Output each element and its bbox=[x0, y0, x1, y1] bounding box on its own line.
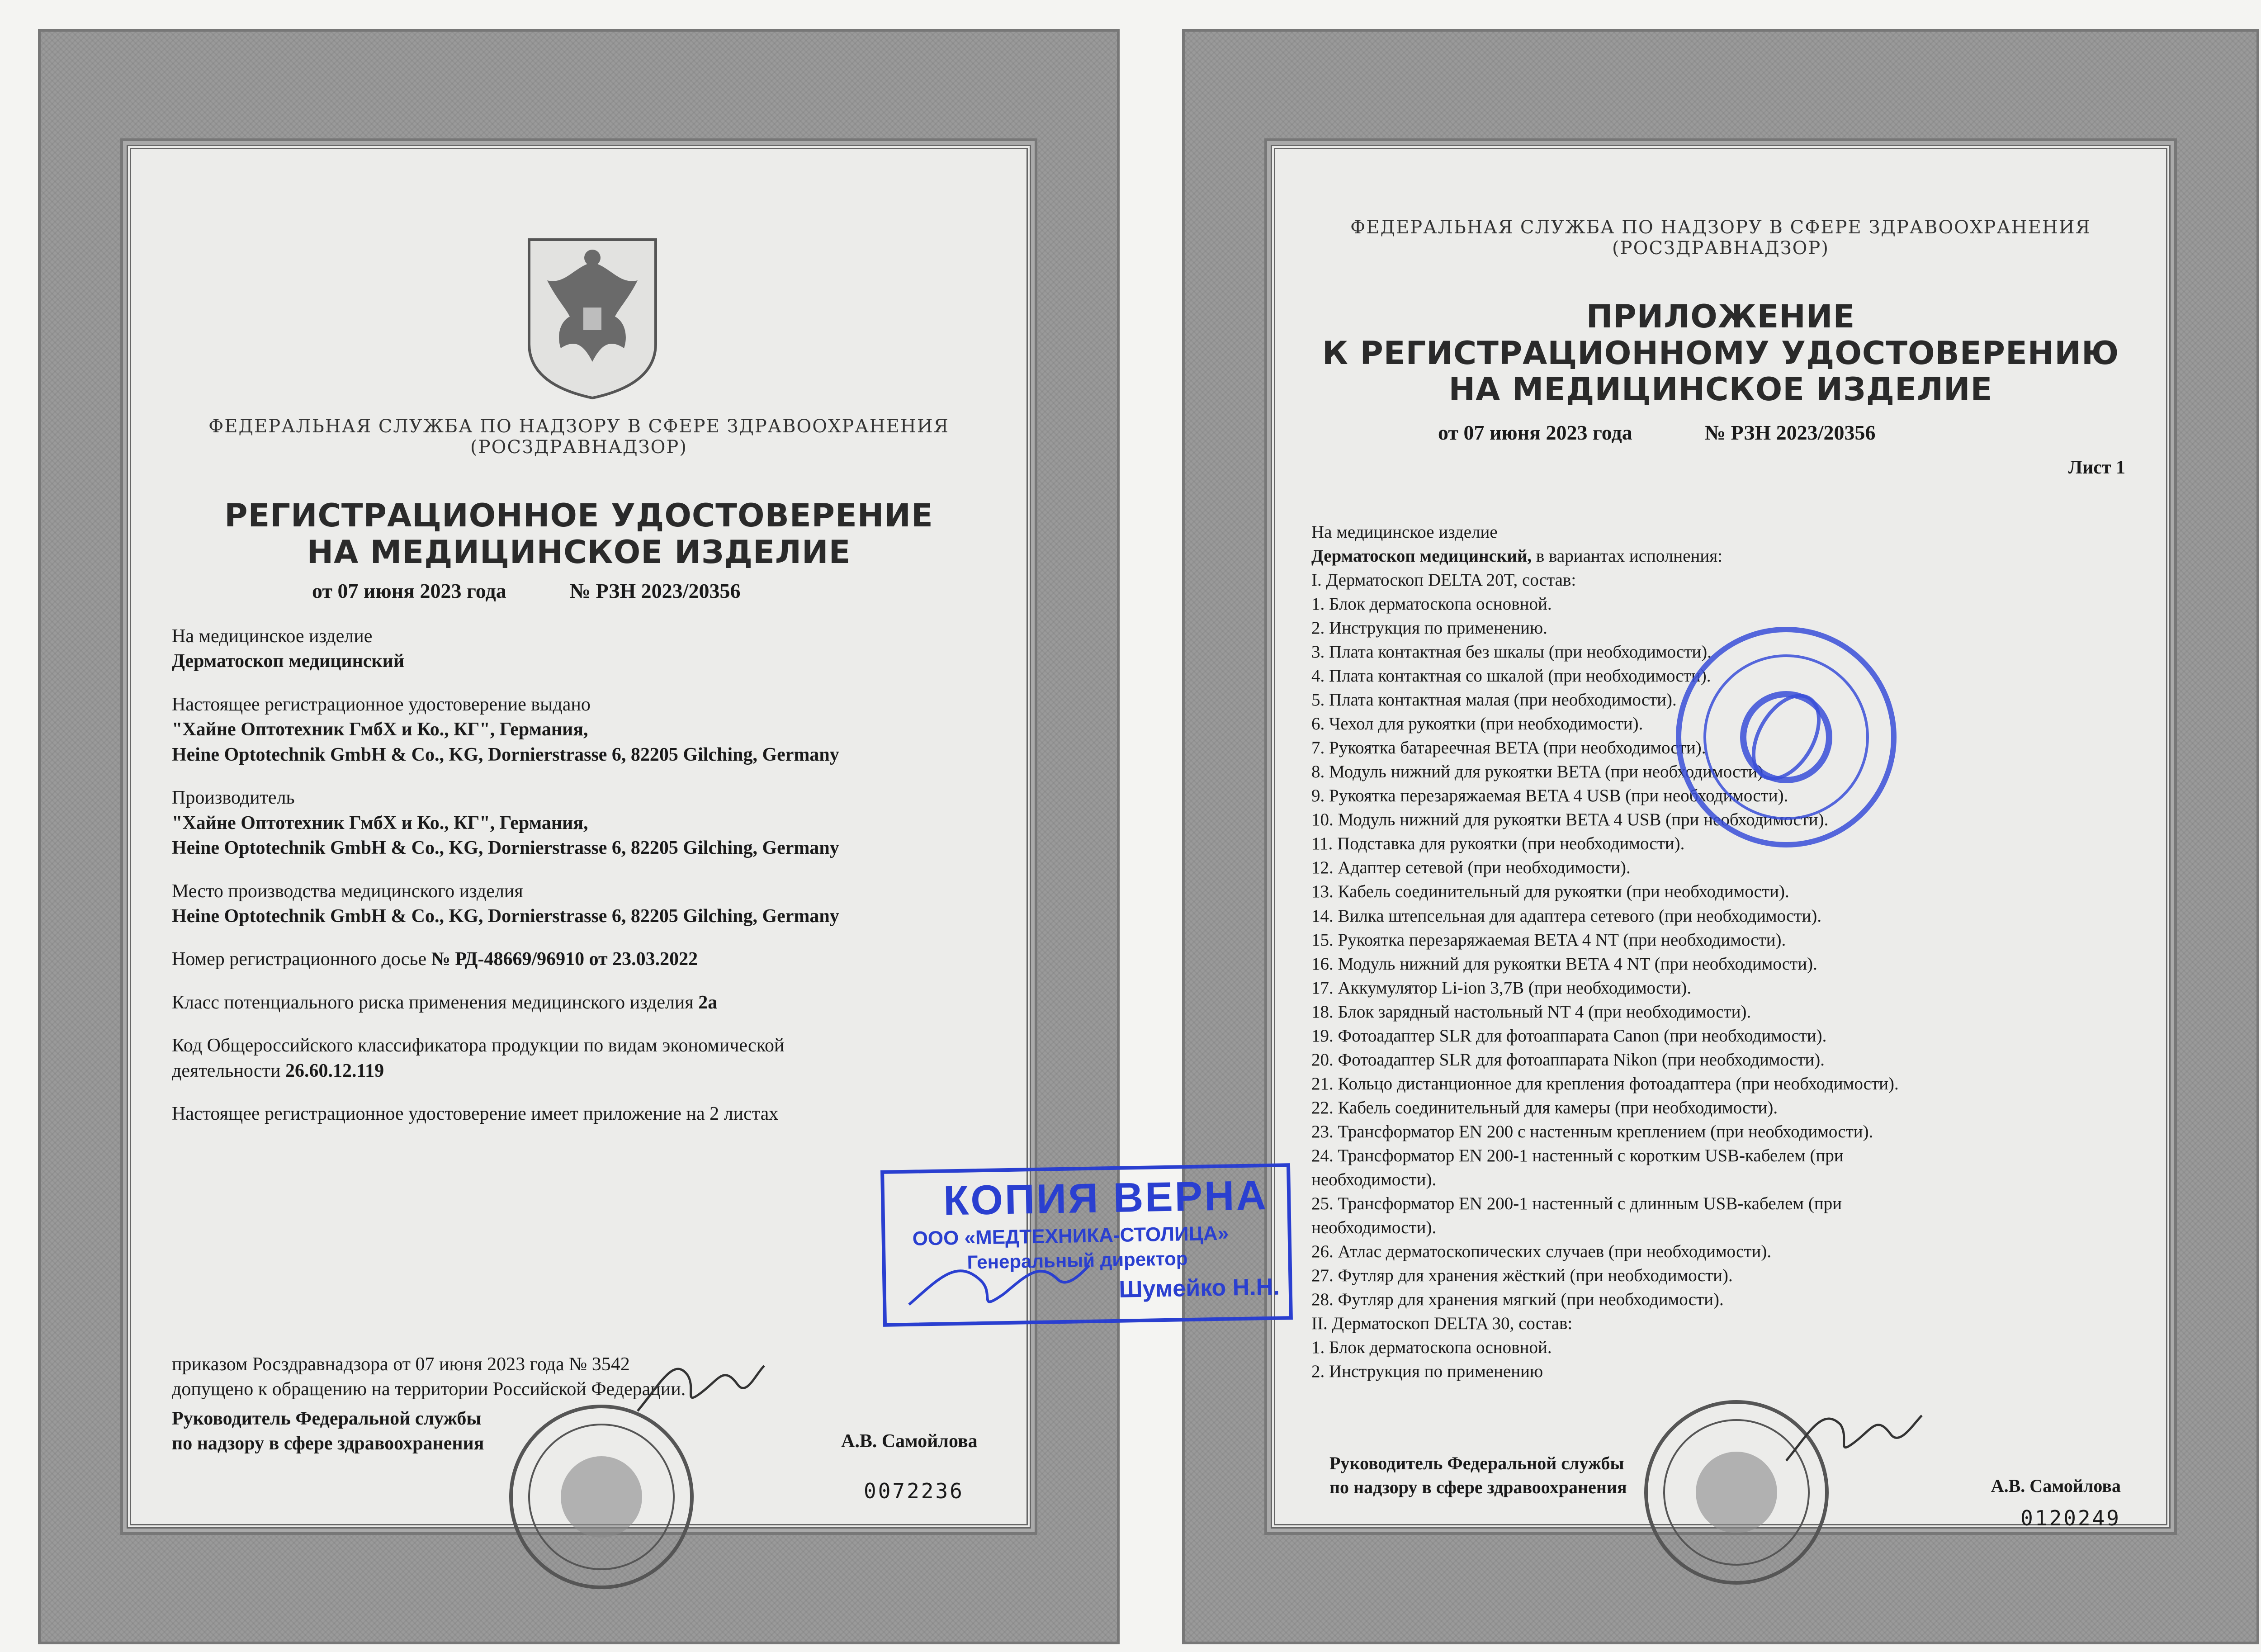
stamp-position: Генеральный директор bbox=[967, 1248, 1188, 1273]
dossier-label: Номер регистрационного досье bbox=[172, 949, 427, 970]
component-item: 11. Подставка для рукоятки (при необходимости). bbox=[1311, 834, 1685, 854]
component-item: 6. Чехол для рукоятки (при необходимости). bbox=[1311, 714, 1643, 734]
agency-abbr: (РОСЗДРАВНАДЗОР) bbox=[470, 437, 687, 458]
component-item: 18. Блок зарядный настольный NT 4 (при необходимости). bbox=[1311, 1002, 1751, 1022]
title-line-1: РЕГИСТРАЦИОННОЕ УДОСТОВЕРЕНИЕ bbox=[224, 497, 933, 534]
agency-header bbox=[131, 416, 1026, 458]
order-line-1: приказом Росздравнадзора от 07 июня 2023 года № 3542 bbox=[172, 1354, 630, 1375]
component-item: 2. Инструкция по применению bbox=[1311, 1362, 1543, 1382]
component-item: 17. Аккумулятор Li-ion 3,7В (при необходимости). bbox=[1311, 978, 1692, 998]
appendix-note: Настоящее регистрационное удостоверение имеет приложение на 2 листах bbox=[172, 1103, 779, 1125]
component-item: необходимости). bbox=[1311, 1169, 1437, 1189]
component-item: 12. Адаптер сетевой (при необходимости). bbox=[1311, 858, 1631, 878]
component-item: 9. Рукоятка перезаряжаемая BETA 4 USB (при необходимости). bbox=[1311, 786, 1788, 806]
device-suffix: в вариантах исполнения: bbox=[1532, 546, 1723, 566]
device-name: Дерматоскоп медицинский, bbox=[1311, 546, 1532, 566]
component-item: 21. Кольцо дистанционное для крепления фотоадаптера (при необходимости). bbox=[1311, 1074, 1899, 1093]
signatory-block bbox=[1329, 1452, 1627, 1500]
component-item: 13. Кабель соединительный для рукоятки (при необходимости). bbox=[1311, 882, 1789, 902]
issued-holder-en: Heine Optotechnik GmbH & Co., KG, Dornierstrasse 6, 82205 Gilching, Germany bbox=[172, 744, 839, 765]
component-item: необходимости). bbox=[1311, 1217, 1437, 1237]
agency-header bbox=[1275, 217, 2166, 259]
registration-number: № РЗН 2023/20356 bbox=[1704, 421, 1876, 444]
signatory-title-2: по надзору в сфере здравоохранения bbox=[1329, 1477, 1627, 1497]
risk-label: Класс потенциального риска применения медицинского изделия bbox=[172, 992, 694, 1013]
manufacturer-section bbox=[172, 786, 999, 861]
coat-of-arms-icon bbox=[520, 231, 665, 402]
signatory-title-1: Руководитель Федеральной службы bbox=[172, 1408, 482, 1429]
title-line-1: ПРИЛОЖЕНИЕ bbox=[1586, 298, 1855, 335]
okpd-label-2: деятельности bbox=[172, 1060, 281, 1081]
round-seal-icon bbox=[506, 1402, 696, 1592]
round-seal-icon bbox=[1673, 624, 1899, 850]
component-item: 5. Плата контактная малая (при необходимости). bbox=[1311, 690, 1677, 710]
device-label: На медицинское изделие bbox=[172, 626, 373, 647]
component-item: II. Дерматоскоп DELTA 30, состав: bbox=[1311, 1314, 1573, 1334]
agency-name: ФЕДЕРАЛЬНАЯ СЛУЖБА ПО НАДЗОРУ В СФЕРЕ ЗДРАВООХРАНЕНИЯ bbox=[208, 416, 949, 437]
sheet-number: Лист 1 bbox=[2068, 457, 2125, 478]
production-label: Место производства медицинского изделия bbox=[172, 880, 523, 902]
issue-date: от 07 июня 2023 года bbox=[312, 579, 506, 602]
date-number-row bbox=[312, 579, 740, 603]
manufacturer-ru: "Хайне Оптотехник ГмбХ и Ко., КГ", Германия, bbox=[172, 812, 588, 833]
appendix-page bbox=[1185, 32, 2256, 1642]
component-item: 27. Футляр для хранения жёсткий (при необходимости). bbox=[1311, 1265, 1733, 1285]
signature-icon bbox=[903, 1247, 1095, 1318]
component-item: 25. Трансформатор EN 200-1 настенный с длинным USB-кабелем (при bbox=[1311, 1193, 1842, 1213]
title-line-2: К РЕГИСТРАЦИОННОМУ УДОСТОВЕРЕНИЮ bbox=[1322, 334, 2119, 372]
signature-icon bbox=[633, 1348, 769, 1420]
component-item: 10. Модуль нижний для рукоятки BETA 4 USB (при необходимости). bbox=[1311, 810, 1829, 830]
component-item: 23. Трансформатор EN 200 с настенным креплением (при необходимости). bbox=[1311, 1122, 1873, 1141]
title-line-3: НА МЕДИЦИНСКОЕ ИЗДЕЛИЕ bbox=[1448, 371, 1993, 408]
signatory-name: А.В. Самойлова bbox=[841, 1431, 978, 1452]
signatory-block bbox=[172, 1406, 484, 1457]
signatory-title-2: по надзору в сфере здравоохранения bbox=[172, 1433, 484, 1454]
stamp-company: ООО «МЕДТЕХНИКА-СТОЛИЦА» bbox=[912, 1222, 1229, 1250]
stamp-person: Шумейко Н.Н. bbox=[1118, 1273, 1280, 1303]
issued-holder-ru: "Хайне Оптотехник ГмбХ и Ко., КГ", Германия, bbox=[172, 719, 588, 740]
component-item: 15. Рукоятка перезаряжаемая BETA 4 NT (при необходимости). bbox=[1311, 930, 1786, 950]
dossier-value: № РД-48669/96910 от 23.03.2022 bbox=[431, 949, 698, 970]
date-number-row bbox=[1438, 421, 1875, 445]
risk-value: 2а bbox=[698, 992, 718, 1013]
component-item: 1. Блок дерматоскопа основной. bbox=[1311, 594, 1552, 614]
manufacturer-en: Heine Optotechnik GmbH & Co., KG, Dornierstrasse 6, 82205 Gilching, Germany bbox=[172, 838, 839, 859]
appendix-title bbox=[1275, 298, 2166, 408]
signature-icon bbox=[1782, 1397, 1926, 1470]
component-item: 4. Плата контактная со шкалой (при необходимости). bbox=[1311, 666, 1711, 686]
component-item: 7. Рукоятка батареечная BETA (при необходимости). bbox=[1311, 738, 1706, 758]
component-item: 26. Атлас дерматоскопических случаев (при необходимости). bbox=[1311, 1241, 1772, 1261]
dossier-section bbox=[172, 947, 999, 972]
signatory-name: А.В. Самойлова bbox=[1991, 1476, 2121, 1496]
agency-name: ФЕДЕРАЛЬНАЯ СЛУЖБА ПО НАДЗОРУ В СФЕРЕ ЗДРАВООХРАНЕНИЯ bbox=[1350, 217, 2091, 238]
order-block bbox=[172, 1352, 686, 1402]
issue-date: от 07 июня 2023 года bbox=[1438, 421, 1632, 444]
component-item: 1. Блок дерматоскопа основной. bbox=[1311, 1338, 1552, 1358]
title-line-2: НА МЕДИЦИНСКОЕ ИЗДЕЛИЕ bbox=[307, 533, 851, 571]
issued-section bbox=[172, 692, 999, 767]
okpd-value: 26.60.12.119 bbox=[285, 1060, 384, 1081]
serial-number: 0120249 bbox=[2020, 1506, 2121, 1530]
serial-number: 0072236 bbox=[864, 1479, 964, 1503]
production-section bbox=[172, 879, 999, 929]
component-item: 19. Фотоадаптер SLR для фотоаппарата Canon (при необходимости). bbox=[1311, 1026, 1827, 1046]
okpd-label-1: Код Общероссийского классификатора продукции по видам экономической bbox=[172, 1035, 785, 1056]
component-item: 24. Трансформатор EN 200-1 настенный с коротким USB-кабелем (при bbox=[1311, 1146, 1844, 1165]
issued-label: Настоящее регистрационное удостоверение выдано bbox=[172, 694, 591, 715]
component-item: 14. Вилка штепсельная для адаптера сетевого (при необходимости). bbox=[1311, 906, 1822, 926]
component-item: 3. Плата контактная без шкалы (при необходимости). bbox=[1311, 642, 1712, 662]
component-item: 20. Фотоадаптер SLR для фотоаппарата Nikon (при необходимости). bbox=[1311, 1050, 1825, 1070]
certificate-page bbox=[41, 32, 1117, 1642]
device-section bbox=[172, 624, 999, 674]
certified-copy-stamp bbox=[880, 1163, 1293, 1327]
stamp-title: КОПИЯ ВЕРНА bbox=[943, 1172, 1268, 1224]
device-name: Дерматоскоп медицинский bbox=[172, 651, 405, 672]
production-value: Heine Optotechnik GmbH & Co., KG, Dornierstrasse 6, 82205 Gilching, Germany bbox=[172, 905, 839, 927]
manufacturer-label: Производитель bbox=[172, 787, 295, 809]
registration-number: № РЗН 2023/20356 bbox=[569, 579, 741, 602]
component-item: 22. Кабель соединительный для камеры (при необходимости). bbox=[1311, 1098, 1778, 1117]
document-title bbox=[131, 497, 1026, 570]
okpd-section bbox=[172, 1033, 999, 1084]
device-line bbox=[1311, 544, 1899, 568]
certificate-body bbox=[172, 624, 999, 1145]
signatory-title-1: Руководитель Федеральной службы bbox=[1329, 1453, 1624, 1473]
component-item: 2. Инструкция по применению. bbox=[1311, 618, 1547, 638]
component-item: 28. Футляр для хранения мягкий (при необходимости). bbox=[1311, 1290, 1724, 1309]
agency-abbr: (РОСЗДРАВНАДЗОР) bbox=[1612, 238, 1829, 259]
device-label: На медицинское изделие bbox=[1311, 522, 1498, 542]
component-item: 8. Модуль нижний для рукоятки BETA (при необходимости). bbox=[1311, 762, 1768, 782]
risk-section bbox=[172, 990, 999, 1015]
appendix-frame bbox=[1271, 145, 2171, 1529]
component-item: I. Дерматоскоп DELTA 20T, состав: bbox=[1311, 570, 1576, 590]
order-line-2: допущено к обращению на территории Российской Федерации. bbox=[172, 1379, 686, 1400]
component-item: 16. Модуль нижний для рукоятки BETA 4 NT (при необходимости). bbox=[1311, 954, 1817, 974]
